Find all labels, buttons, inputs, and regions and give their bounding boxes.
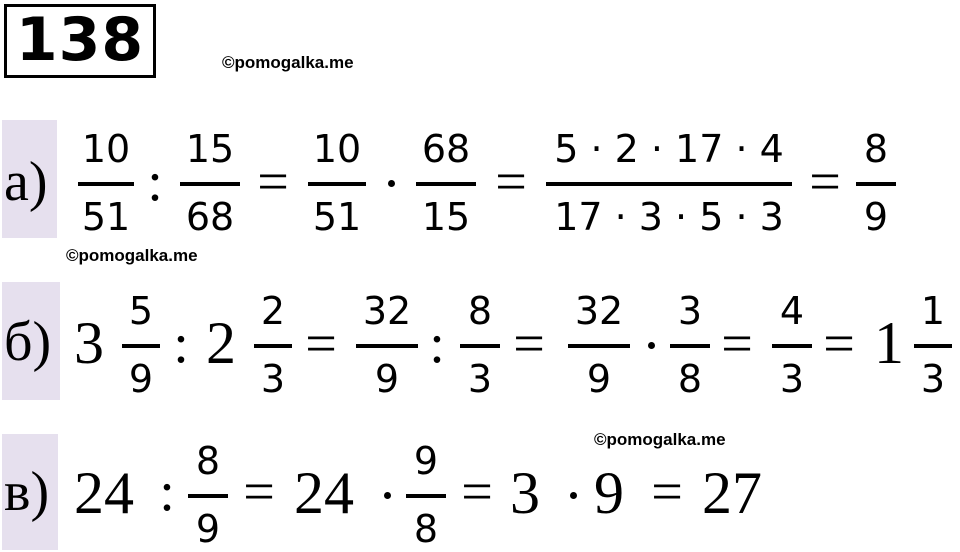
fraction-numerator: 8 [195,439,221,483]
fraction-bar [914,344,952,348]
fraction-bar [180,182,240,186]
equals-sign: = [461,461,493,523]
multiplication-dot [570,492,577,499]
fraction-denominator: 68 [185,195,235,239]
fraction-numerator: 1 [920,289,946,333]
fraction-bar [254,344,292,348]
fraction-numerator: 4 [779,289,805,333]
fraction-bar [308,182,366,186]
number: 9 [594,460,624,526]
fraction-numerator: 68 [421,127,471,171]
fraction-bar [772,344,812,348]
watermark: ©pomogalka.me [66,246,198,265]
fraction-denominator: 17 · 3 · 5 · 3 [554,195,784,239]
fraction-numerator: 32 [574,289,624,333]
fraction-bar [122,344,160,348]
row-label-a: а) [4,151,48,213]
fraction-denominator: 51 [81,195,131,239]
fraction-bar [78,182,134,186]
fraction-numerator: 9 [413,439,439,483]
multiplication-dot [384,492,391,499]
number: 24 [294,460,354,526]
division-sign: : [429,313,445,375]
fraction-bar [188,494,228,498]
fraction-numerator: 32 [362,289,412,333]
fraction-denominator: 3 [779,357,805,401]
fraction-numerator: 8 [467,289,493,333]
problem-number: 138 [4,4,156,78]
result-number: 27 [702,460,762,526]
multiplication-dot [388,180,395,187]
fraction-numerator: 10 [81,127,131,171]
equals-sign: = [721,313,753,375]
fraction-numerator: 10 [312,127,362,171]
equals-sign: = [823,313,855,375]
fraction-bar [356,344,418,348]
fraction-denominator: 51 [312,195,362,239]
row-label-b: б) [4,311,52,373]
mixed-number-whole: 2 [206,310,236,376]
division-sign: : [147,151,163,213]
watermark: ©pomogalka.me [594,430,726,449]
fraction-denominator: 3 [920,357,946,401]
fraction-denominator: 9 [195,507,221,551]
fraction-bar [856,182,896,186]
mixed-number-whole: 1 [874,310,904,376]
number: 3 [510,460,540,526]
fraction-numerator: 8 [863,127,889,171]
fraction-denominator: 9 [863,195,889,239]
fraction-denominator: 9 [586,357,612,401]
fraction-denominator: 3 [260,357,286,401]
fraction-denominator: 9 [374,357,400,401]
equals-sign: = [257,151,289,213]
division-sign: : [159,461,175,523]
fraction-numerator: 5 · 2 · 17 · 4 [554,127,784,171]
fraction-bar [416,182,476,186]
fraction-numerator: 2 [260,289,286,333]
mixed-number-whole: 3 [74,310,104,376]
division-sign: : [173,313,189,375]
multiplication-dot [648,342,655,349]
equals-sign: = [305,313,337,375]
equals-sign: = [651,461,683,523]
fraction-bar [406,494,446,498]
fraction-denominator: 9 [128,357,154,401]
fraction-bar [460,344,500,348]
equals-sign: = [809,151,841,213]
fraction-numerator: 5 [128,289,154,333]
equals-sign: = [243,461,275,523]
fraction-bar [670,344,710,348]
fraction-numerator: 3 [677,289,703,333]
watermark: ©pomogalka.me [222,53,354,72]
row-label-c: в) [4,461,50,523]
fraction-numerator: 15 [185,127,235,171]
equals-sign: = [513,313,545,375]
fraction-denominator: 8 [677,357,703,401]
number: 24 [74,460,134,526]
fraction-bar [546,182,792,186]
fraction-denominator: 15 [421,195,471,239]
fraction-bar [568,344,630,348]
fraction-denominator: 3 [467,357,493,401]
fraction-denominator: 8 [413,507,439,551]
equals-sign: = [495,151,527,213]
